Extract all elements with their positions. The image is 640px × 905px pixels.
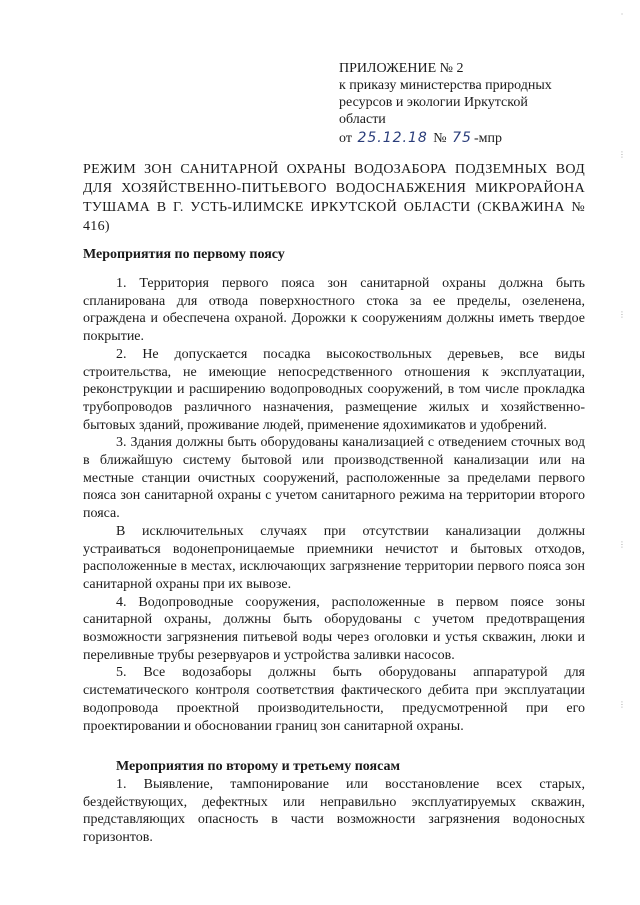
- margin-mark: ⋮: [618, 700, 626, 709]
- paragraph: 4. Водопроводные сооружения, расположенные в первом поясе зоны санитарной охраны, должны быть оборудованы с учетом предотвращения возможности загрязнения питьевой воды через оголовки и устья скважин, люки и переливные трубы резервуаров и устройства заливки насосов.: [83, 594, 585, 663]
- appendix-line: области: [339, 112, 386, 127]
- section-first-zone-body: [83, 275, 585, 735]
- paragraph: 1. Выявление, тампонирование или восстановление всех старых, бездействующих, дефектных или неправильно эксплуатируемых скважин, представляющих опасность в части возможности загрязнения водоносных горизонтов.: [83, 777, 585, 846]
- number-suffix: -мпр: [473, 131, 502, 146]
- appendix-line: к приказу министерства природных: [339, 78, 552, 93]
- margin-mark: ⋮: [618, 310, 626, 319]
- appendix-block: [339, 60, 589, 147]
- handwritten-number: 75: [452, 130, 472, 146]
- number-prefix: №: [433, 131, 447, 146]
- paragraph: В исключительных случаях при отсутствии канализации должны устраиваться водонепроницаемые приемники нечистот и бытовых отходов, расположенные в местах, исключающих загрязнение территории первого пояса зон санитарной охраны при их вывозе.: [83, 523, 585, 592]
- date-prefix: от: [339, 131, 352, 146]
- paragraph: 2. Не допускается посадка высокоствольных деревьев, все виды строительства, не имеющие непосредственного отношения к эксплуатации, реконструкции и расширению водопроводных сооружений, в том числе прокладка трубопроводов различного назначения, размещение жилых и хозяйственно-бытовых зданий, проживание людей, применение ядохимикатов и удобрений.: [83, 346, 585, 433]
- section-heading-second-third-zone: Мероприятия по второму и третьему поясам: [116, 759, 401, 774]
- margin-mark: ⋮: [618, 150, 626, 159]
- appendix-title: ПРИЛОЖЕНИЕ № 2: [339, 61, 464, 76]
- margin-mark: ⋮: [618, 540, 626, 549]
- section-second-third-zone-body: [83, 776, 585, 847]
- appendix-date-row: [339, 130, 589, 147]
- section-heading-first-zone: Мероприятия по первому поясу: [83, 247, 285, 262]
- handwritten-date: 25.12.18: [357, 130, 428, 146]
- paragraph: 1. Территория первого пояса зон санитарной охраны должна быть спланирована для отвода поверхностного стока за ее пределы, озеленена, ограждена и обеспечена охраной. Дорожки к сооружениям должны иметь твердое покрытие.: [83, 276, 585, 345]
- document-title: РЕЖИМ ЗОН САНИТАРНОЙ ОХРАНЫ ВОДОЗАБОРА ПОДЗЕМНЫХ ВОД ДЛЯ ХОЗЯЙСТВЕННО-ПИТЬЕВОГО ВОДОСНАБЖЕНИЯ МИКРОРАЙОНА ТУШАМА В Г. УСТЬ-ИЛИМСКЕ ИРКУТСКОЙ ОБЛАСТИ (СКВАЖИНА № 416): [83, 162, 585, 234]
- margin-mark: ·: [620, 10, 624, 19]
- appendix-line: ресурсов и экологии Иркутской: [339, 95, 528, 110]
- paragraph: 3. Здания должны быть оборудованы канализацией с отведением сточных вод в ближайшую систему бытовой или производственной канализации или на местные станции очистных сооружений, расположенные за пределами первого пояса зон санитарной охраны с учетом санитарного режима на территории второго пояса.: [83, 435, 585, 522]
- paragraph: 5. Все водозаборы должны быть оборудованы аппаратурой для систематического контроля соответствия фактического дебита при эксплуатации водопровода проектной производительности, предусмотренной при его проектировании и обосновании границ зон санитарной охраны.: [83, 665, 585, 734]
